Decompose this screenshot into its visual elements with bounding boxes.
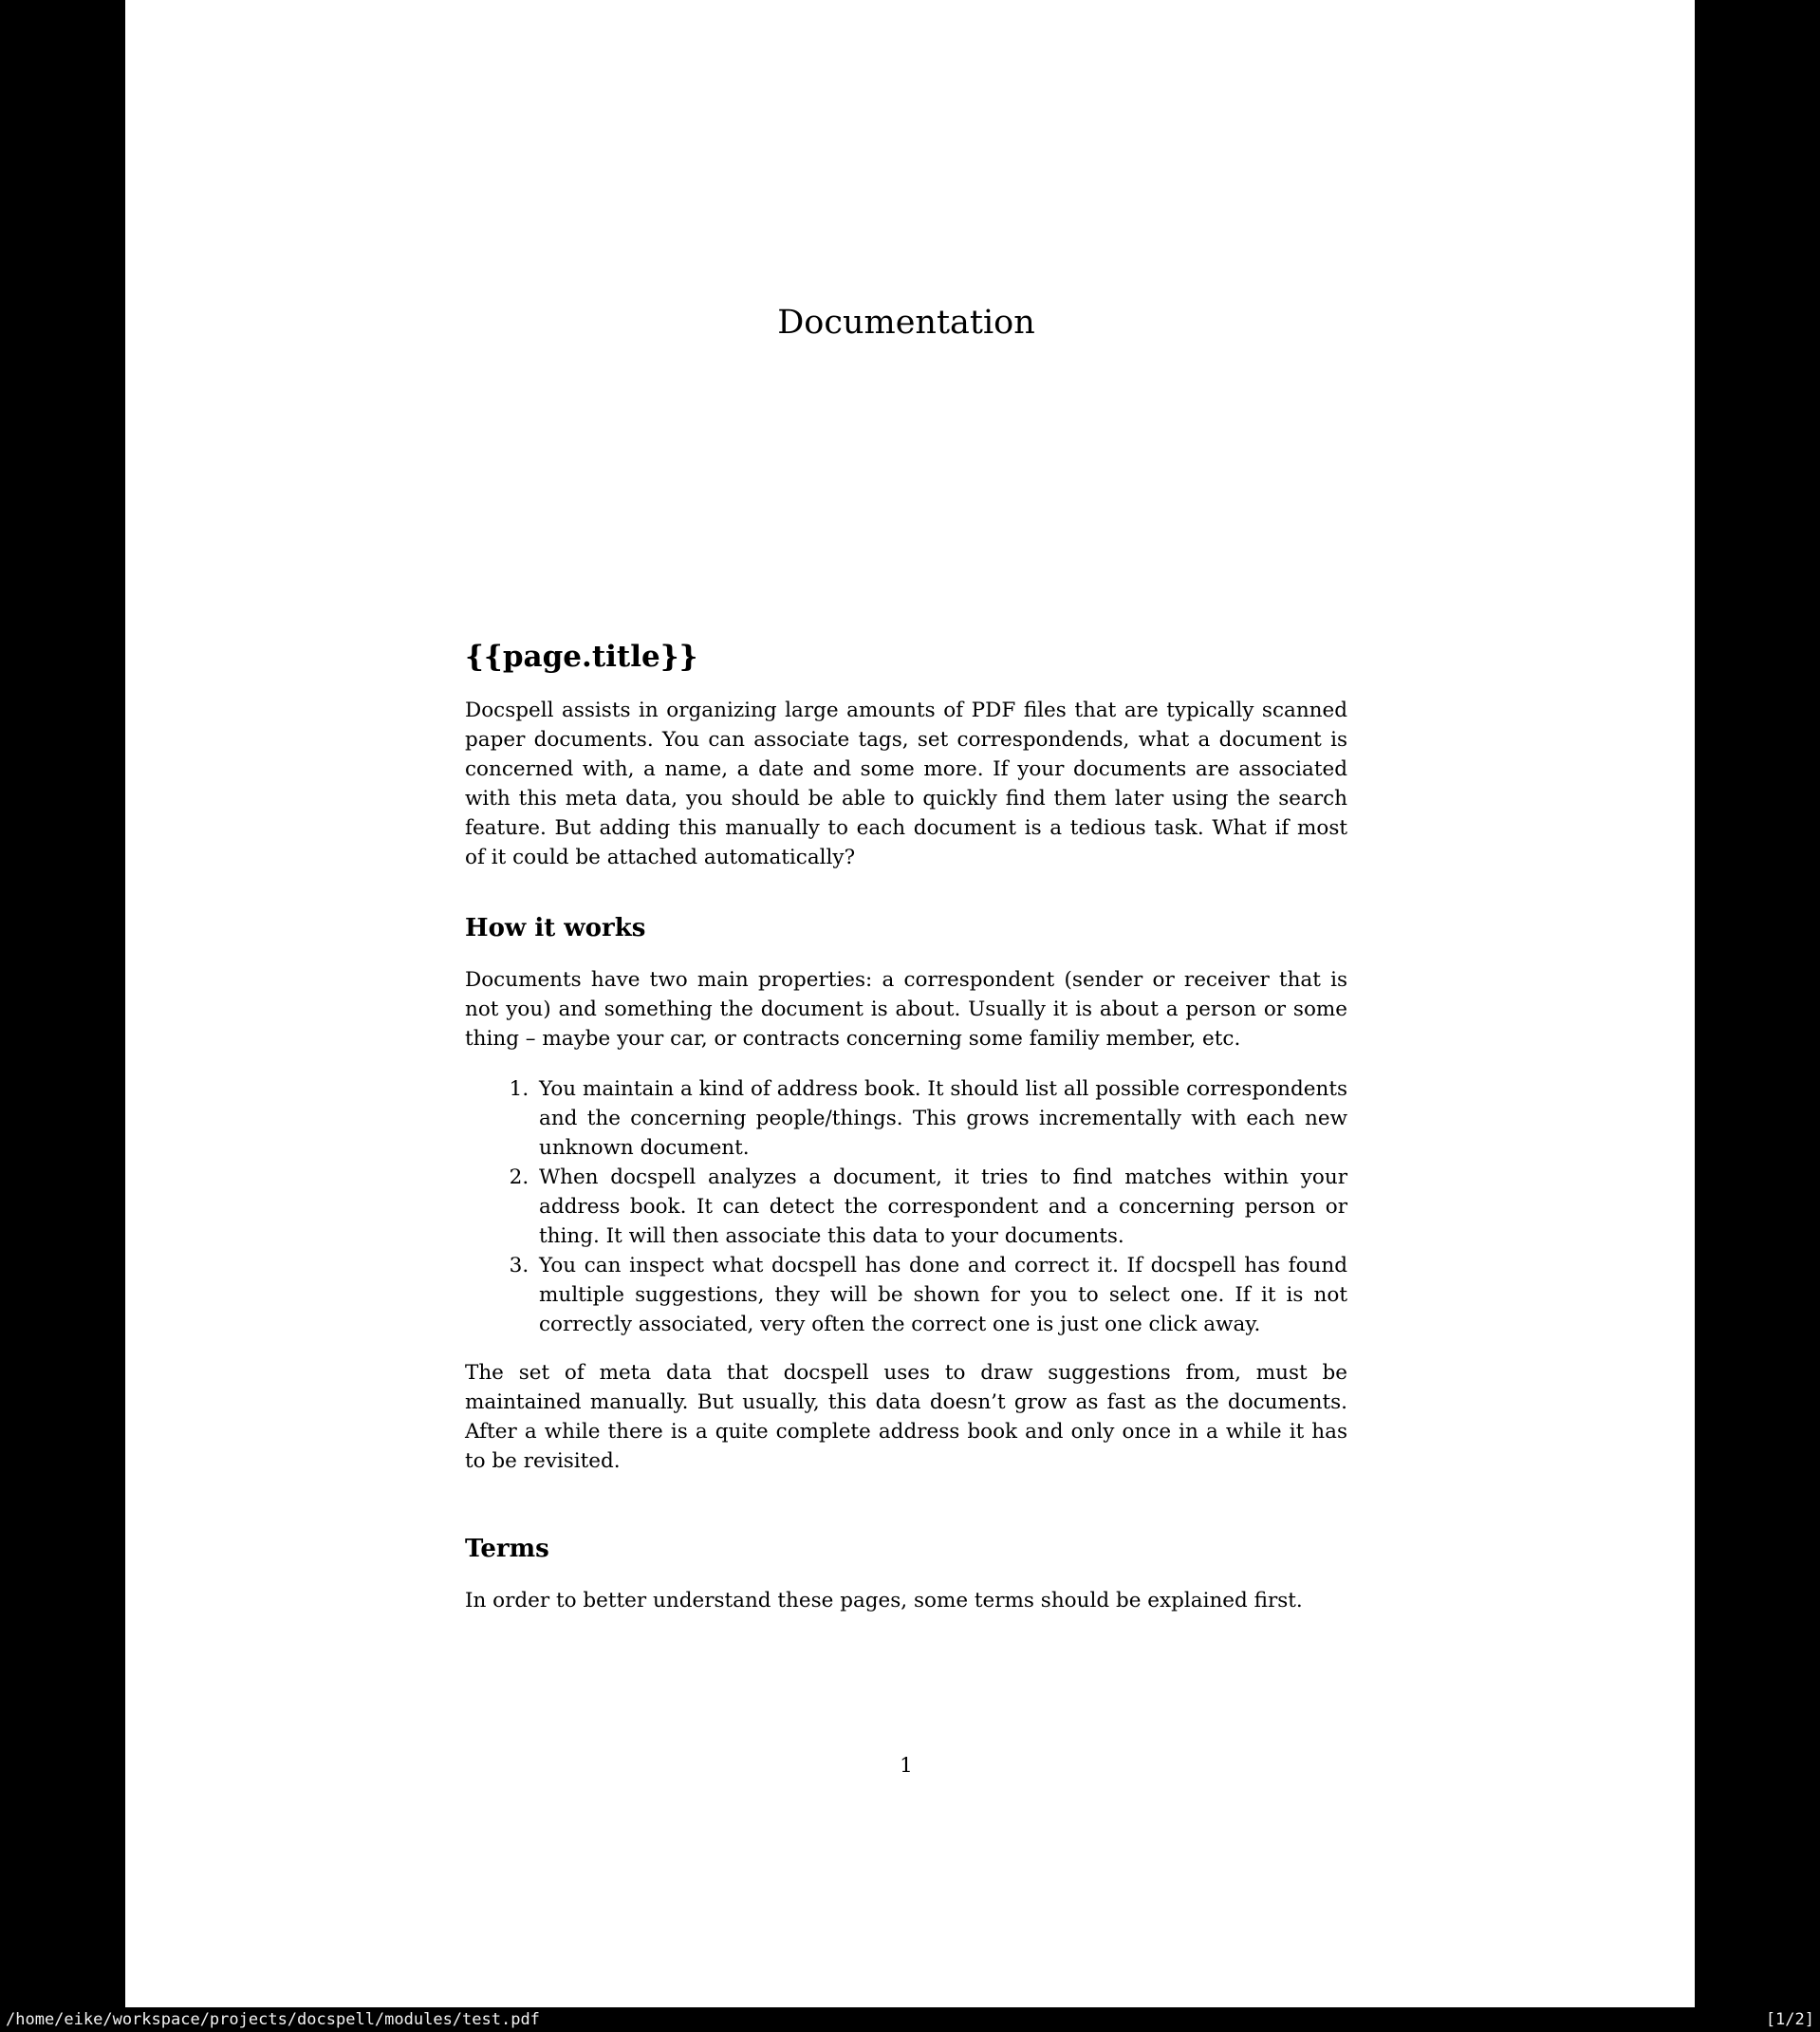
statusbar <box>0 2007 1820 2032</box>
document-title: Documentation <box>777 304 1035 342</box>
statusbar-page-indicator: [1/2] <box>1765 2010 1814 2029</box>
intro-paragraph: Docspell assists in organizing large amounts of PDF files that are typically scanned paper documents. You can associate tags, set correspondends, what a document is concerned with, a name, a date and some more. If your documents are associated with this meta data, you should be able to quickly find them later using the search feature. But adding this manually to each document is a tedious task. What if most of it could be attached automatically? <box>465 699 1347 869</box>
heading-how-it-works: How it works <box>465 914 646 942</box>
pdf-page[interactable] <box>125 0 1695 2007</box>
meta-data-paragraph: The set of meta data that docspell uses to draw suggestions from, must be maintained manually. But usually, this data doesn’t grow as fast as the documents. After a while there is a quite complete address book and only once in a while it has to be revisited. <box>465 1361 1347 1473</box>
document-content <box>465 0 1347 1780</box>
heading-terms: Terms <box>465 1535 549 1563</box>
list-item: 2. When docspell analyzes a document, it tries to find matches within your address book. It can detect the correspondent and a concerning person or thing. It will then associate this data to your documents. <box>535 1163 1347 1251</box>
list-item: 1. You maintain a kind of address book. It should list all possible correspondents and the concerning people/things. This grows incrementally with each new unknown document. <box>535 1074 1347 1163</box>
page-number: 1 <box>900 1754 913 1778</box>
list-item: 3. You can inspect what docspell has done and correct it. If docspell has found multiple suggestions, they will be shown for you to select one. If it is not correctly associated, very often the correct one is just one click away. <box>535 1251 1347 1339</box>
section-heading-page-title: {{page.title}} <box>465 640 698 674</box>
terms-paragraph: In order to better understand these pages, some terms should be explained first. <box>465 1589 1303 1613</box>
steps-list <box>465 1074 1347 1339</box>
statusbar-file-path: /home/eike/workspace/projects/docspell/modules/test.pdf <box>6 2010 540 2029</box>
how-it-works-paragraph: Documents have two main properties: a correspondent (sender or receiver that is not you) and something the document is about. Usually it is about a person or some thing – maybe your car, or contracts concerning some familiy member, etc. <box>465 968 1347 1051</box>
